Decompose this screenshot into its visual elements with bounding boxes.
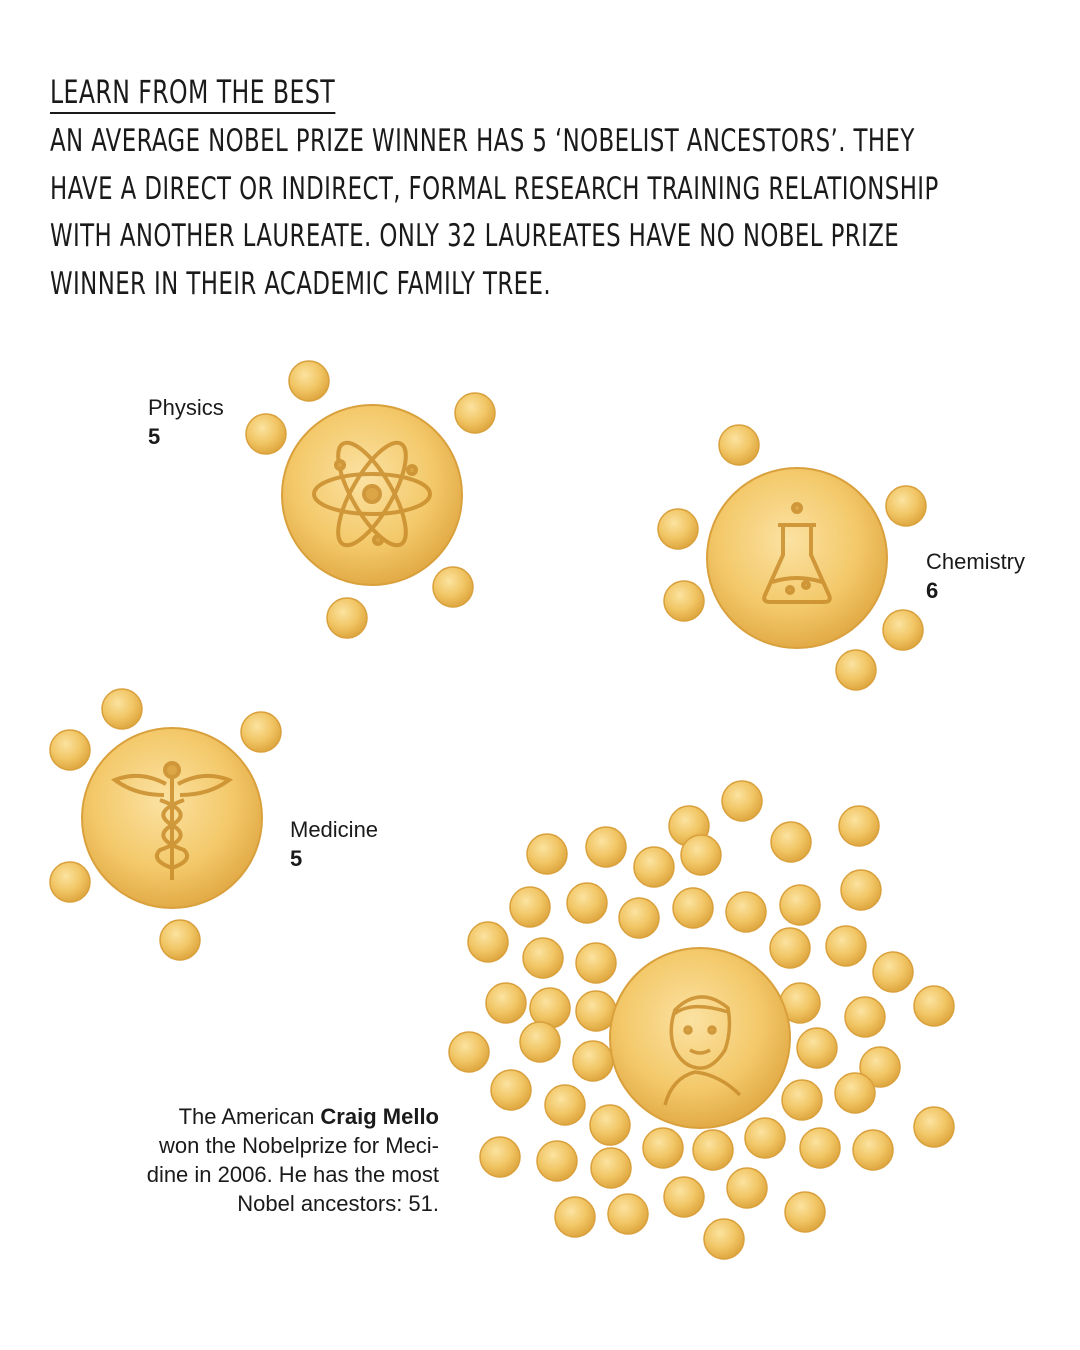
ancestor-coin [591, 1148, 631, 1188]
ancestor-coin [664, 1177, 704, 1217]
ancestor-coin [797, 1028, 837, 1068]
ancestor-coin [745, 1118, 785, 1158]
ancestor-coin [664, 581, 704, 621]
physics-coin [282, 405, 462, 585]
ancestor-coin [886, 486, 926, 526]
caption-line: Nobel ancestors: 51. [237, 1191, 439, 1216]
craig-mello-coin [610, 948, 790, 1128]
caption-line: won the Nobelprize for Meci- [158, 1133, 439, 1158]
medicine-coin [82, 728, 262, 908]
ancestor-coin [839, 806, 879, 846]
intro-line: HAVE A DIRECT OR INDIRECT, FORMAL RESEARCH TRAINING RELATIONSHIP [50, 170, 939, 207]
ancestor-coin [914, 1107, 954, 1147]
intro-line: WITH ANOTHER LAUREATE. ONLY 32 LAUREATES HAVE NO NOBEL PRIZE [50, 218, 900, 254]
ancestor-coin [681, 835, 721, 875]
ancestor-coin [673, 888, 713, 928]
ancestor-coin [727, 1168, 767, 1208]
ancestor-coin [726, 892, 766, 932]
ancestor-coin [590, 1105, 630, 1145]
ancestor-coin [491, 1070, 531, 1110]
ancestor-coin [835, 1073, 875, 1113]
ancestor-coin [486, 983, 526, 1023]
category-name: Chemistry [926, 549, 1026, 574]
ancestor-coin [836, 650, 876, 690]
intro-line: WINNER IN THEIR ACADEMIC FAMILY TREE. [50, 265, 552, 302]
heading: LEARN FROM THE BEST [50, 72, 335, 114]
caption-pre: The American [178, 1104, 321, 1129]
ancestor-coin [845, 997, 885, 1037]
ancestor-coin [634, 847, 674, 887]
ancestor-coin [573, 1041, 613, 1081]
chemistry-coin [707, 468, 887, 648]
ancestor-coin [327, 598, 367, 638]
ancestor-coin [853, 1130, 893, 1170]
ancestor-coin [873, 952, 913, 992]
ancestor-coin [719, 425, 759, 465]
ancestor-coin [785, 1192, 825, 1232]
ancestor-coin [704, 1219, 744, 1259]
chemistry-label [926, 547, 1025, 605]
caption-line [99, 1102, 439, 1131]
ancestor-coin [841, 870, 881, 910]
caption-line: dine in 2006. He has the most [146, 1162, 439, 1187]
ancestor-coin [770, 928, 810, 968]
ancestor-coin [537, 1141, 577, 1181]
ancestor-coin [608, 1194, 648, 1234]
ancestor-coin [50, 862, 90, 902]
ancestor-coin [510, 887, 550, 927]
ancestor-coin [658, 509, 698, 549]
ancestor-coin [693, 1130, 733, 1170]
ancestor-coin [523, 938, 563, 978]
ancestor-coin [722, 781, 762, 821]
ancestor-coin [246, 414, 286, 454]
ancestor-coin [468, 922, 508, 962]
ancestor-coin [241, 712, 281, 752]
ancestor-coin [289, 361, 329, 401]
ancestor-coin [433, 567, 473, 607]
category-name: Medicine [290, 817, 379, 842]
category-count: 5 [290, 846, 303, 871]
ancestor-coin [160, 920, 200, 960]
medicine-label [290, 815, 378, 873]
ancestor-coin [782, 1080, 822, 1120]
ancestor-coin [520, 1022, 560, 1062]
category-count: 5 [148, 424, 161, 449]
ancestor-coin [883, 610, 923, 650]
ancestor-coin [643, 1128, 683, 1168]
ancestor-coin [555, 1197, 595, 1237]
ancestor-coin [480, 1137, 520, 1177]
ancestor-coin [800, 1128, 840, 1168]
ancestor-coin [50, 730, 90, 770]
ancestor-coin [102, 689, 142, 729]
ancestor-coin [567, 883, 607, 923]
caption-name: Craig Mello [320, 1104, 439, 1129]
craig-mello-caption [99, 1102, 439, 1218]
ancestor-coin [619, 898, 659, 938]
ancestor-coin [545, 1085, 585, 1125]
ancestor-coin [576, 943, 616, 983]
intro-line: AN AVERAGE NOBEL PRIZE WINNER HAS 5 ‘NOBELIST ANCESTORS’. THEY [50, 123, 915, 159]
ancestor-coin [780, 885, 820, 925]
ancestor-coin [586, 827, 626, 867]
ancestor-coin [527, 834, 567, 874]
physics-label [148, 393, 224, 451]
ancestor-coin [449, 1032, 489, 1072]
category-count: 6 [926, 578, 939, 603]
ancestor-coin [914, 986, 954, 1026]
ancestor-coin [826, 926, 866, 966]
category-name: Physics [148, 395, 224, 420]
ancestor-coin [771, 822, 811, 862]
ancestor-coin [455, 393, 495, 433]
